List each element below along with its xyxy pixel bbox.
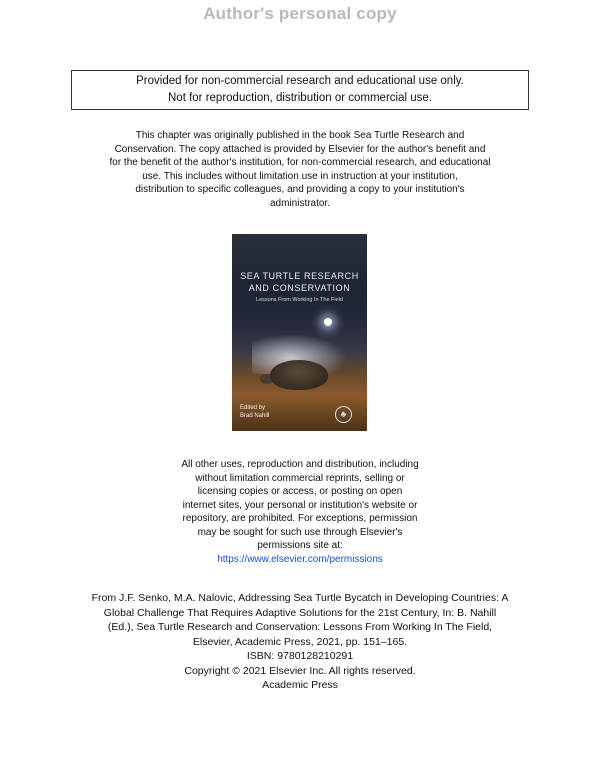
cover-editor-name: Brad Nahill [240, 413, 270, 419]
intro-line: This chapter was originally published in the book Sea Turtle Research and [135, 130, 465, 141]
notice-line: Provided for non-commercial research and educational use only. [136, 75, 464, 87]
citation-line: Global Challenge That Requires Adaptive Solutions for the 21st Century, In: B. Nahill [103, 606, 497, 619]
citation-line: From J.F. Senko, M.A. Nalovic, Addressing Sea Turtle Bycatch in Developing Countries: A [91, 592, 509, 604]
publisher-line: Academic Press [262, 679, 338, 691]
intro-line: use. This includes without limitation use in instruction at your institution, [142, 170, 458, 182]
cover-title [232, 270, 367, 294]
citation-block [70, 591, 530, 693]
cover-title-line: SEA TURTLE RESEARCH [240, 271, 359, 281]
moon-icon [324, 318, 332, 326]
intro-line: distribution to specific colleagues, and providing a copy to your institution's [135, 184, 465, 195]
copyright-line: Copyright © 2021 Elsevier Inc. All rights reserved. [184, 664, 416, 677]
cover-editor-label: Edited by [240, 405, 266, 411]
cover-editor [240, 404, 269, 420]
permissions-line: repository, are prohibited. For exceptions, permission [182, 513, 418, 524]
watermark-header: Author's personal copy [203, 4, 397, 23]
permissions-line: may be sought for such use through Elsevier's [197, 526, 403, 538]
intro-line: Conservation. The copy attached is provided by Elsevier for the author's benefit and [114, 143, 486, 155]
citation-line: Elsevier, Academic Press, 2021, pp. 151–165. [192, 635, 408, 648]
book-cover-image [232, 234, 367, 431]
permissions-line: permissions site at: [257, 540, 343, 551]
intro-line: administrator. [269, 197, 331, 209]
permissions-line: All other uses, reproduction and distribution, including [181, 459, 419, 470]
intro-line: for the benefit of the author's institution, for non-commercial research, and educational [109, 157, 491, 168]
intro-paragraph [80, 129, 520, 210]
isbn-line: ISBN: 9780128210291 [246, 650, 354, 662]
usage-notice-box [71, 70, 529, 110]
permissions-paragraph [160, 458, 440, 566]
citation-line: (Ed.), Sea Turtle Research and Conservation: Lessons From Working In The Field, [107, 621, 493, 633]
cover-title-line: AND CONSERVATION [248, 283, 351, 293]
elsevier-logo-icon: ♣ [335, 406, 352, 423]
permissions-line: licensing copies or access, or posting on open [197, 486, 403, 497]
permissions-line: without limitation commercial reprints, selling or [195, 472, 405, 484]
notice-line: Not for reproduction, distribution or commercial use. [168, 92, 432, 104]
permissions-link[interactable]: https://www.elsevier.com/permissions [217, 553, 383, 565]
cover-subtitle: Lessons From Working In The Field [256, 297, 343, 303]
permissions-line: internet sites, your personal or institution's website or [182, 499, 418, 511]
turtle-icon [270, 360, 328, 390]
